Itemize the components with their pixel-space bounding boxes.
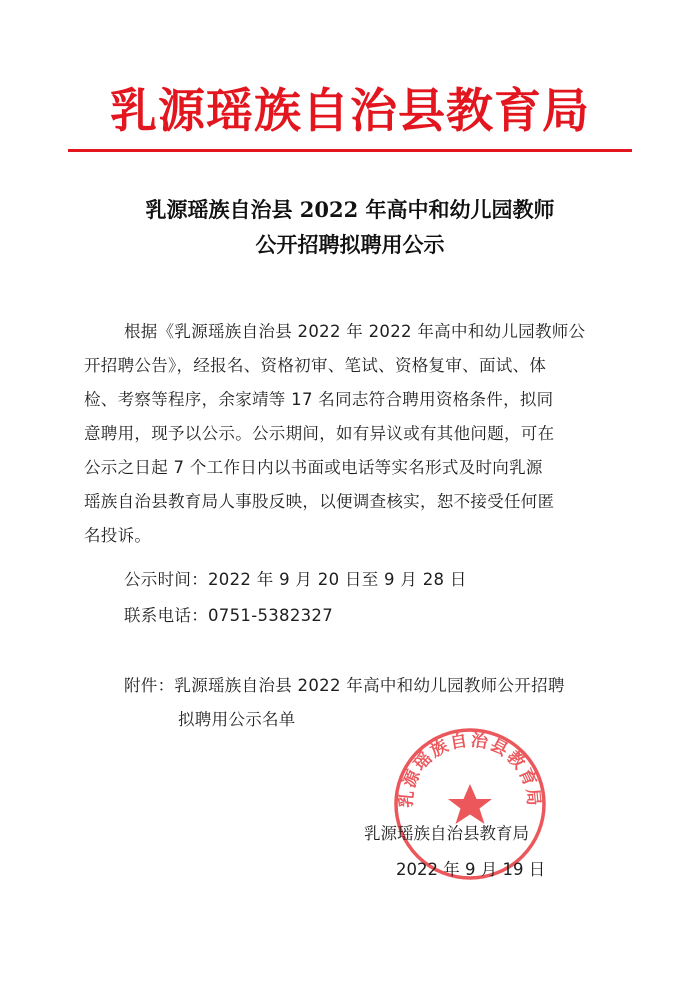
document-title-line-2: 公开招聘拟聘用公示 (255, 232, 445, 257)
document-title-line-1: 乳源瑶族自治县 2022 年高中和幼儿园教师 (145, 197, 555, 222)
seal-arc-text: 乳源瑶族自治县教育局 (396, 730, 544, 809)
attachment-line-1: 附件：乳源瑶族自治县 2022 年高中和幼儿园教师公开招聘 (124, 676, 565, 695)
body-line-6: 瑶族自治县教育局人事股反映，以便调查核实，恕不接受任何匿 (84, 492, 555, 511)
body-line-2: 开招聘公告》，经报名、资格初审、笔试、资格复审、面试、体 (84, 356, 547, 375)
attachment-line-2: 拟聘用公示名单 (178, 710, 296, 729)
contact-phone: 联系电话：0751-5382327 (124, 606, 334, 625)
signature-date: 2022 年 9 月 19 日 (396, 860, 546, 879)
body-line-4: 意聘用，现予以公示。公示期间，如有异议或有其他问题，可在 (84, 424, 555, 443)
letterhead-red-rule (68, 149, 632, 152)
body-line-7: 名投诉。 (84, 526, 152, 545)
letterhead: 乳源瑶族自治县教育局 (110, 84, 590, 139)
signature-organization: 乳源瑶族自治县教育局 (364, 824, 529, 843)
body-line-1: 根据《乳源瑶族自治县 2022 年 2022 年高中和幼儿园教师公 (124, 322, 586, 341)
publicity-period: 公示时间：2022 年 9 月 20 日至 9 月 28 日 (124, 570, 467, 589)
body-line-3: 检、考察等程序，余家靖等 17 名同志符合聘用资格条件，拟同 (84, 390, 554, 409)
body-line-5: 公示之日起 7 个工作日内以书面或电话等实名形式及时向乳源 (84, 458, 543, 477)
seal-star-icon (448, 784, 492, 824)
